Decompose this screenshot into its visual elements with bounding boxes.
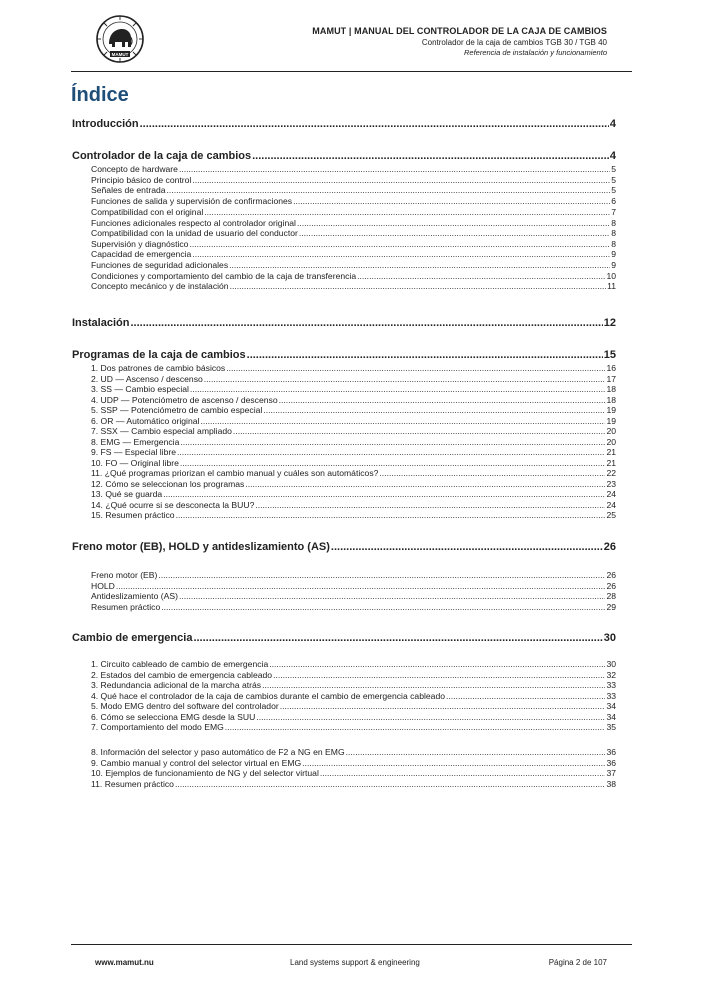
toc-entry-page: 35 — [606, 722, 616, 732]
toc-entry-title: Controlador de la caja de cambios — [72, 150, 252, 162]
toc-entry[interactable] — [72, 680, 616, 690]
toc-entry-title: 13. Qué se guarda — [91, 489, 163, 499]
toc-entry-title: 5. SSP — Potenciómetro de cambio especial — [91, 405, 263, 415]
toc-leader-dots — [252, 150, 609, 162]
toc-entry-page: 24 — [606, 489, 616, 499]
toc-entry-title: 6. Cómo se selecciona EMG desde la SUU — [91, 711, 256, 722]
toc-leader-dots — [230, 281, 606, 291]
toc-entry-title: 8. EMG — Emergencia — [91, 436, 180, 447]
toc-entry-title: Funciones adicionales respecto al controlador original — [91, 217, 296, 228]
toc-entry-title: 6. OR — Automático original — [91, 416, 200, 426]
toc-entry-title: Resumen práctico — [91, 601, 161, 612]
toc-entry[interactable] — [72, 489, 616, 499]
toc-entry-page: 8 — [611, 238, 616, 249]
toc-entry-title: 14. ¿Qué ocurre si se desconecta la BUU? — [91, 500, 255, 510]
toc-entry-title: Compatibilidad con el original — [91, 207, 204, 217]
toc-entry-title: Funciones de seguridad adicionales — [91, 259, 229, 270]
toc-leader-dots — [446, 691, 605, 701]
toc-leader-dots — [263, 405, 605, 415]
toc-entry-title: 4. Qué hace el controlador de la caja de cambios durante el cambio de emergencia cableado — [91, 690, 445, 701]
toc-leader-dots — [158, 570, 605, 580]
toc-entry[interactable] — [72, 164, 616, 174]
toc-entry[interactable] — [72, 207, 616, 217]
toc-leader-dots — [331, 541, 603, 553]
toc-entry-page: 36 — [606, 757, 616, 768]
toc-entry-page: 26 — [603, 541, 616, 553]
toc-entry-page: 15 — [603, 349, 616, 361]
toc-entry-title: 2. Estados del cambio de emergencia cableado — [91, 669, 273, 680]
toc-entry-title: 8. Información del selector y paso automático de F2 a NG en EMG — [91, 747, 345, 757]
toc-heading[interactable] — [72, 632, 616, 644]
toc-entry-page: 18 — [606, 384, 616, 394]
toc-entry[interactable] — [72, 218, 616, 228]
toc-entry-page: 18 — [606, 394, 616, 405]
toc-entry[interactable] — [72, 175, 616, 185]
toc-entry[interactable] — [72, 670, 616, 680]
toc-entry-title: Compatibilidad con la unidad de usuario del conductor — [91, 228, 298, 238]
toc-entry-page: 8 — [611, 228, 616, 238]
toc-entry-page: 38 — [606, 778, 616, 789]
toc-entry[interactable] — [72, 260, 616, 270]
toc-leader-dots — [200, 416, 605, 426]
toc-entry[interactable] — [72, 500, 616, 510]
toc-entry-title: 3. Redundancia adicional de la marcha atrás — [91, 680, 262, 690]
header-reference: Referencia de instalación y funcionamiento — [463, 48, 607, 57]
toc-leader-dots — [320, 768, 606, 778]
toc-entry-title: Funciones de salida y supervisión de confirmaciones — [91, 196, 293, 206]
toc-entry[interactable] — [72, 768, 616, 778]
toc-leader-dots — [193, 632, 602, 644]
toc-entry-title: 10. Ejemplos de funcionamiento de NG y del selector virtual — [91, 768, 319, 778]
toc-entry-page: 9 — [611, 259, 616, 270]
toc-leader-dots — [262, 680, 605, 690]
toc-entry-title: 15. Resumen práctico — [91, 510, 175, 520]
toc-entry-title: 12. Cómo se seleccionan los programas — [91, 478, 245, 489]
toc-entry-title: 5. Modo EMG dentro del software del controlador — [91, 701, 279, 711]
toc-entry-title: Programas de la caja de cambios — [72, 349, 246, 361]
toc-entry[interactable] — [72, 363, 616, 373]
toc-entry-page: 24 — [606, 500, 616, 510]
toc-entry[interactable] — [72, 405, 616, 415]
toc-entry-title: 2. UD — Ascenso / descenso — [91, 373, 203, 384]
toc-heading[interactable] — [72, 150, 616, 162]
toc-entry-page: 30 — [603, 632, 616, 644]
toc-leader-dots — [233, 426, 606, 436]
toc-entry[interactable] — [72, 271, 616, 281]
toc-entry-page: 34 — [606, 711, 616, 722]
toc-entry-title: 7. Comportamiento del modo EMG — [91, 722, 224, 732]
toc-heading[interactable] — [72, 317, 616, 329]
toc-leader-dots — [226, 363, 605, 373]
toc-entry[interactable] — [72, 374, 616, 384]
toc-entry-page: 8 — [611, 217, 616, 228]
toc-entry-page: 11 — [607, 281, 616, 291]
toc-leader-dots — [256, 712, 605, 722]
toc-entry[interactable] — [72, 458, 616, 468]
header-subtitle: Controlador de la caja de cambios TGB 30 / TGB 40 — [421, 38, 607, 47]
toc-entry[interactable] — [72, 591, 616, 601]
toc-entry[interactable] — [72, 722, 616, 732]
mamut-logo — [95, 14, 145, 64]
toc-leader-dots — [163, 489, 605, 499]
toc-entry-title: 11. Resumen práctico — [91, 778, 174, 789]
toc-entry-title: 11. ¿Qué programas priorizan el cambio manual y cuáles son automáticos? — [91, 468, 379, 478]
toc-leader-dots — [269, 659, 605, 669]
toc-entry[interactable] — [72, 779, 616, 789]
toc-entry-page: 6 — [611, 196, 616, 206]
toc-leader-dots — [247, 349, 603, 361]
toc-entry-page: 9 — [611, 249, 616, 259]
toc-leader-dots — [180, 437, 605, 447]
toc-leader-dots — [273, 670, 605, 680]
toc-leader-dots — [346, 747, 606, 757]
toc-leader-dots — [297, 218, 610, 228]
toc-leader-dots — [140, 118, 609, 130]
toc-entry-title: 9. Cambio manual y control del selector virtual en EMG — [91, 757, 302, 768]
toc-entry[interactable] — [72, 602, 616, 612]
toc-entry-title: Instalación — [72, 317, 130, 329]
toc-entry-page: 7 — [611, 207, 616, 217]
toc-entry-title: Capacidad de emergencia — [91, 249, 192, 259]
toc-entry-page: 5 — [611, 185, 616, 195]
toc-entry-page: 22 — [606, 468, 616, 478]
toc-entry-title: Antideslizamiento (AS) — [91, 591, 178, 601]
toc-entry[interactable] — [72, 196, 616, 206]
toc-entry-page: 4 — [609, 118, 616, 130]
toc-entry-page: 25 — [606, 510, 616, 520]
toc-entry-page: 5 — [611, 174, 616, 185]
toc-entry-title: 1. Circuito cableado de cambio de emergencia — [91, 659, 269, 669]
toc-entry[interactable] — [72, 185, 616, 195]
toc-entry-title: 4. UDP — Potenciómetro de ascenso / descenso — [91, 394, 278, 405]
toc-entry-page: 21 — [606, 447, 616, 457]
footer-divider — [71, 944, 632, 945]
toc-entry-title: 9. FS — Especial libre — [91, 447, 177, 457]
toc-entry[interactable] — [72, 510, 616, 520]
toc-entry-title: Freno motor (EB) — [91, 570, 158, 580]
toc-entry[interactable] — [72, 239, 616, 249]
toc-entry-title: Freno motor (EB), HOLD y antideslizamiento (AS) — [72, 541, 330, 553]
toc-entry[interactable] — [72, 479, 616, 489]
toc-leader-dots — [225, 722, 606, 732]
toc-entry-page: 26 — [606, 570, 616, 580]
toc-entry-page: 16 — [606, 363, 616, 373]
toc-entry-title: Concepto de hardware — [91, 164, 178, 174]
toc-entry-page: 20 — [606, 436, 616, 447]
toc-leader-dots — [279, 395, 606, 405]
toc-entry[interactable] — [72, 747, 616, 757]
toc-entry[interactable] — [72, 659, 616, 669]
toc-entry[interactable] — [72, 447, 616, 457]
toc-entry-page: 33 — [606, 680, 616, 690]
toc-entry[interactable] — [72, 581, 616, 591]
toc-leader-dots — [204, 207, 610, 217]
toc-entry-title: Concepto mecánico y de instalación — [91, 281, 229, 291]
toc-entry[interactable] — [72, 384, 616, 394]
page-title: Índice — [71, 84, 129, 106]
toc-leader-dots — [179, 164, 610, 174]
toc-leader-dots — [302, 758, 605, 768]
toc-entry[interactable] — [72, 758, 616, 768]
toc-entry-page: 12 — [603, 317, 616, 329]
svg-text:MAMUT: MAMUT — [111, 52, 129, 57]
toc-entry[interactable] — [72, 437, 616, 447]
toc-leader-dots — [130, 317, 602, 329]
toc-entry-title: Introducción — [72, 118, 139, 130]
toc-leader-dots — [175, 779, 605, 789]
toc-heading[interactable] — [72, 541, 616, 553]
toc-entry[interactable] — [72, 570, 616, 580]
toc-entry-page: 19 — [606, 416, 616, 426]
header-title: MAMUT | MANUAL DEL CONTROLADOR DE LA CAJA DE CAMBIOS — [312, 26, 607, 36]
toc-entry-title: Principio básico de control — [91, 174, 192, 185]
toc-entry[interactable] — [72, 249, 616, 259]
toc-leader-dots — [167, 185, 611, 195]
toc-leader-dots — [189, 239, 610, 249]
toc-leader-dots — [229, 260, 610, 270]
toc-entry[interactable] — [72, 712, 616, 722]
toc-leader-dots — [177, 447, 605, 457]
toc-heading[interactable] — [72, 349, 616, 361]
toc-leader-dots — [192, 175, 610, 185]
page-header — [312, 26, 607, 57]
toc-entry[interactable] — [72, 395, 616, 405]
toc-entry-title: Supervisión y diagnóstico — [91, 238, 189, 249]
toc-leader-dots — [116, 581, 606, 591]
toc-entry[interactable] — [72, 691, 616, 701]
toc-entry-title: 1. Dos patrones de cambio básicos — [91, 363, 226, 373]
toc-leader-dots — [161, 602, 605, 612]
toc-entry-page: 28 — [606, 591, 616, 601]
toc-leader-dots — [357, 271, 605, 281]
toc-leader-dots — [192, 249, 610, 259]
toc-entry-page: 17 — [606, 373, 616, 384]
toc-entry-page: 30 — [606, 659, 616, 669]
footer-tagline: Land systems support & engineering — [290, 958, 420, 967]
toc-leader-dots — [379, 468, 605, 478]
toc-entry[interactable] — [72, 701, 616, 711]
toc-entry-page: 4 — [609, 150, 616, 162]
toc-entry[interactable] — [72, 426, 616, 436]
toc-entry-page: 34 — [606, 701, 616, 711]
toc-entry[interactable] — [72, 228, 616, 238]
toc-leader-dots — [280, 701, 606, 711]
toc-entry-title: 3. SS — Cambio especial — [91, 384, 189, 394]
toc-entry-page: 37 — [606, 768, 616, 778]
toc-leader-dots — [179, 591, 606, 601]
footer-website[interactable]: www.mamut.nu — [95, 958, 154, 967]
toc-entry-page: 5 — [611, 164, 616, 174]
toc-entry-title: Cambio de emergencia — [72, 632, 193, 644]
toc-entry-page: 32 — [606, 669, 616, 680]
toc-entry-page: 29 — [606, 601, 616, 612]
toc-entry-title: 7. SSX — Cambio especial ampliado — [91, 426, 232, 436]
header-divider — [71, 71, 632, 72]
toc-entry[interactable] — [72, 468, 616, 478]
toc-entry-page: 10 — [606, 270, 616, 281]
toc-leader-dots — [180, 458, 606, 468]
toc-entry[interactable] — [72, 416, 616, 426]
toc-entry-title: Señales de entrada — [91, 185, 166, 195]
toc-entry-title: HOLD — [91, 580, 115, 591]
toc-entry-page: 36 — [606, 747, 616, 757]
toc-leader-dots — [204, 374, 606, 384]
toc-leader-dots — [299, 228, 610, 238]
toc-leader-dots — [293, 196, 610, 206]
toc-leader-dots — [176, 510, 606, 520]
toc-leader-dots — [255, 500, 605, 510]
toc-entry-title: 10. FO — Original libre — [91, 457, 179, 468]
toc-entry-page: 26 — [606, 580, 616, 591]
toc-entry-page: 23 — [606, 478, 616, 489]
toc-leader-dots — [190, 384, 606, 394]
toc-entry[interactable] — [72, 281, 616, 291]
toc-heading[interactable] — [72, 118, 616, 130]
toc-entry-title: Condiciones y comportamiento del cambio de la caja de transferencia — [91, 270, 357, 281]
toc-entry-page: 33 — [606, 690, 616, 701]
toc-entry-page: 21 — [606, 457, 616, 468]
footer-page-number: Página 2 de 107 — [548, 958, 607, 967]
toc-entry-page: 20 — [606, 426, 616, 436]
toc-entry-page: 19 — [606, 405, 616, 415]
toc-leader-dots — [245, 479, 605, 489]
